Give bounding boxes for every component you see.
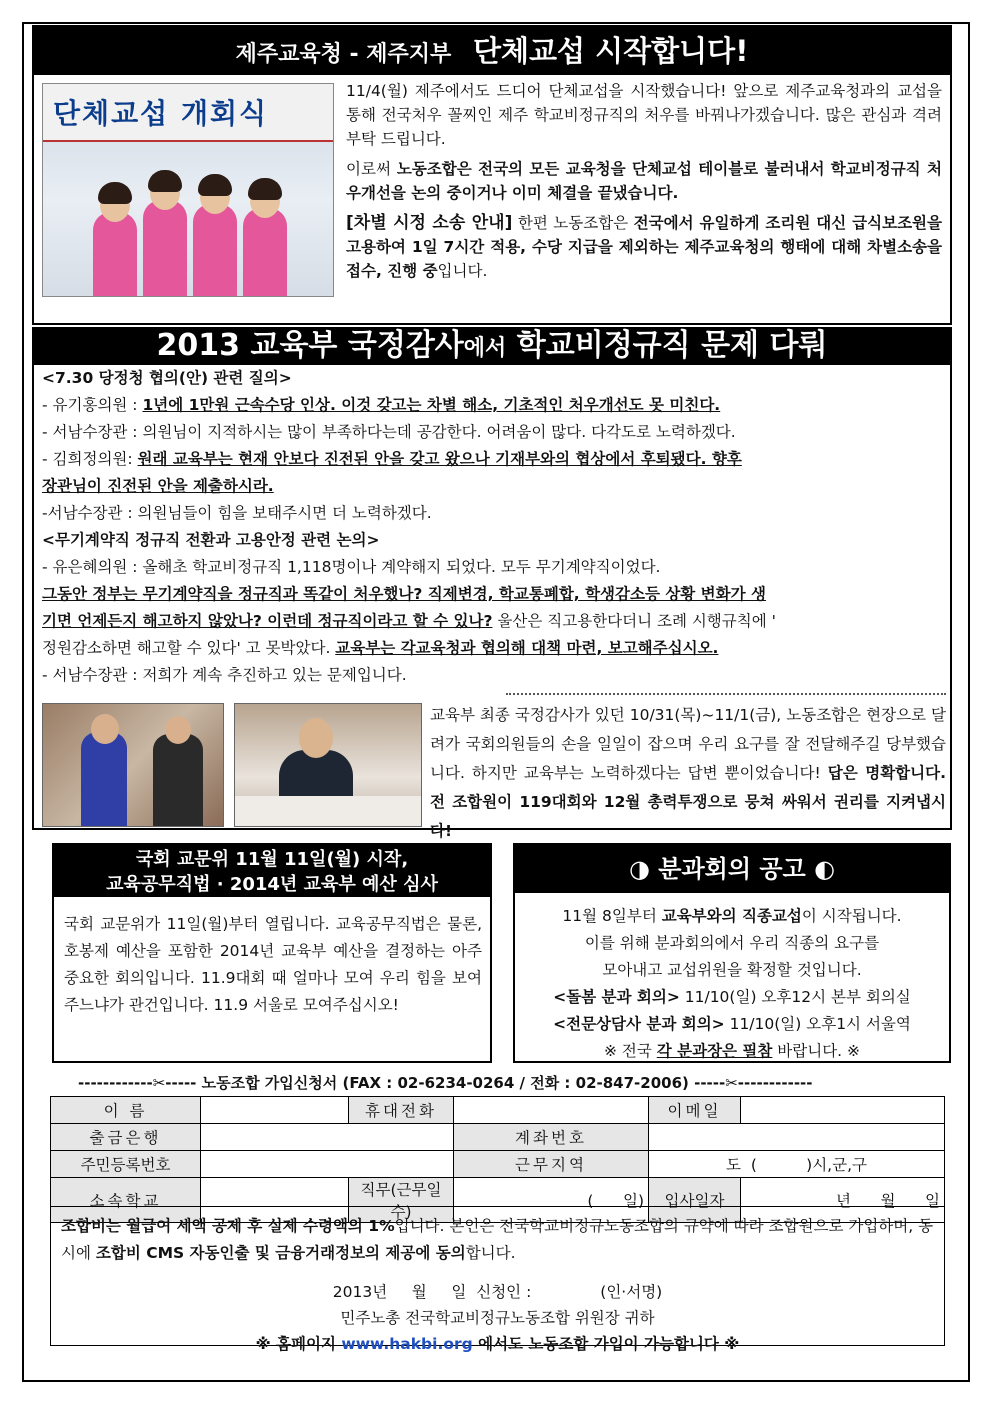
name-field[interactable] [201,1097,349,1124]
dotted-divider [506,693,946,695]
bank-field[interactable] [201,1124,454,1151]
label-rrn: 주민등록번호 [51,1151,201,1178]
section1-text [346,79,942,289]
addressee: 민주노총 전국학교비정규노동조합 위원장 귀하 [340,1309,655,1327]
quote-line: - 김희정의원: 원래 교육부는 현재 안보다 진전된 안을 갖고 왔으나 기재부와의 협상에서 후퇴됐다. 향후 [42,450,742,468]
hire-date-field[interactable]: 년 월 일 [741,1178,945,1223]
section-title-bar [34,27,950,75]
subheading: <무기계약직 정규직 전환과 고용안정 관련 논의> [42,531,380,549]
paragraph: 이로써 노동조합은 전국의 모든 교육청을 단체교섭 테이블로 불러내서 학교비정규직 처우개선을 논의 중이거나 이미 체결을 끝냈습니다. [346,160,942,202]
quote-line: - 유기홍의원 : 1년에 1만원 근속수당 인상. 이것 갖고는 차별 해소, 기초적인 처우개선도 못 미친다. [42,396,721,414]
quote-line: 정원감소하면 해고할 수 있다' 고 못박았다. 교육부는 각교육청과 협의해 대책 마련, 보고해주십시오. [42,639,719,657]
paragraph: 11/4(월) 제주에서도 드디어 단체교섭을 시작했습니다! 앞으로 제주교육청과의 교섭을 통해 전국처우 꼴찌인 제주 학교비정규직의 처우를 바꿔나가겠습니다. 많은 관심과 격려 부탁 드립니다. [346,82,942,148]
bargaining-ceremony-photo [42,83,334,297]
section-national-audit [32,365,952,840]
quote-line: - 유은혜의원 : 올해초 학교비정규직 1,118명이나 계약해지 되었다. 모두 무기계약직이었다. [42,558,661,576]
subcommittee-text: 11월 8일부터 교육부와의 직종교섭이 시작됩니다. 이를 위해 분과회의에서 우리 직종의 요구를 모아내고 교섭위원을 확정할 것입니다. <돌봄 분과 회의> 11/10(일) 오후12시 본부 회의실 <전문상담사 분과 회의> 11/10(일) 오후1시 서울역 ※ 전국 각 분과장은 필참 바랍니다. ※ [553,907,911,1060]
label-account: 계좌번호 [454,1124,649,1151]
assembly-title-bar: 국회 교문위 11월 11일(월) 시작, 교육공무직법 · 2014년 교육부 예산 심사 [54,845,490,897]
assembly-text: 국회 교문위가 11일(월)부터 열립니다. 교육공무직법은 물론, 호봉제 예산을 포함한 2014년 교육부 예산을 결정하는 아주 중요한 회의입니다. 11.9대회 때 얼마나 모여 우리 힘을 보여주느냐가 관건입니다. 11.9 서울로 모여주십시오! [64,915,482,1014]
quote-line: 장관님이 진전된 안을 제출하시라. [42,477,274,495]
discrimination-notice: [차별 시정 소송 안내] 한편 노동조합은 전국에서 유일하게 조리원 대신 급식보조원을 고용하여 1일 7시간 적용, 수당 지급을 제외하는 제주교육청의 행태에 대해 차별소송을 접수, 진행 중입니다. [346,213,942,280]
quote-line: 그동안 정부는 무기계약직을 정규직과 똑같이 처우했나? 직제변경, 학교통폐합, 학생감소등 상황 변화가 생 [42,585,766,603]
label-name: 이 름 [51,1097,201,1124]
quote-line: 기면 언제든지 해고하지 않았나? 이런데 정규직이라고 할 수 있나? 울산은 직고용한다더니 조례 시행규칙에 ' [42,612,776,630]
consent-text: 조합비는 월급여 세액 공제 후 실제 수령액의 1%입니다. 본인은 전국학교비정규노동조합의 규약에 따라 조합원으로 가입하며, 동시에 조합비 CMS 자동인출 및 금융거래정보의 제공에 동의합니다. [61,1217,934,1262]
title-main: 단체교섭 시작합니다! [472,34,749,68]
homepage-notice: ※ 홈페이지 www.hakbi.org 에서도 노동조합 가입이 가능합니다 ※ [255,1335,740,1353]
subcommittee-title-bar: ◑ 분과회의 공고 ◐ [515,845,949,893]
audit-summary: 교육부 최종 국정감사가 있던 10/31(목)~11/1(금), 노동조합은 현장으로 달려가 국회의원들의 손을 일일이 잡으며 우리 요구를 잘 전달해주길 당부했습니다. 하지만 교육부는 노력하겠다는 답변 뿐이었습니다! 답은 명확합니다. 전 조합원이 119대회와 12월 총력투쟁으로 뭉쳐 싸워서 권리를 지켜냅시다! [430,706,946,840]
duty-field[interactable]: ( 일) [454,1178,649,1223]
quote-line: - 서남수장관 : 저희가 계속 추진하고 있는 문제입니다. [42,666,407,684]
label-region: 근무지역 [454,1151,649,1178]
audit-title-bar: 2013 교육부 국정감사에서 학교비정규직 문제 다뤄 [32,327,952,365]
photo-banner: 단체교섭 개회식 [43,84,333,142]
section-jeju-bargaining [32,25,952,325]
label-bank: 출금은행 [51,1124,201,1151]
subcommittee-notice-box [513,843,951,1063]
label-duty: 직무(근무일수) [349,1178,454,1223]
title-prefix: 제주교육청 - 제주지부 [235,42,452,67]
consent-box [50,1206,945,1353]
email-field[interactable] [741,1097,945,1124]
audit-photo-minister [234,703,422,827]
homepage-link[interactable]: www.hakbi.org [341,1335,473,1353]
phone-field[interactable] [454,1097,649,1124]
assembly-notice-box [52,843,492,1063]
account-field[interactable] [649,1124,945,1151]
membership-form-table [50,1096,945,1223]
cut-line-form-title: ------------✂----- 노동조합 가입신청서 (FAX : 02-6234-0264 / 전화 : 02-847-2006) -----✂------------ [78,1074,813,1092]
label-email: 이메일 [649,1097,741,1124]
quote-line: -서남수장관 : 의원님들이 힘을 보태주시면 더 노력하겠다. [42,504,432,522]
label-school: 소속학교 [51,1178,201,1223]
region-field[interactable]: 도 ( )시,군,구 [649,1151,945,1178]
signature-line[interactable]: 2013년 월 일 신청인 : (인·서명) [332,1283,663,1301]
label-phone: 휴대전화 [349,1097,454,1124]
subheading: <7.30 당정청 협의(안) 관련 질의> [42,369,292,387]
label-hire-date: 입사일자 [649,1178,741,1223]
audit-photo-handshake [42,703,224,827]
quote-line: - 서남수장관 : 의원님이 지적하시는 많이 부족하다는데 공감한다. 어려움이 많다. 다각도로 노력하겠다. [42,423,736,441]
rrn-field[interactable] [201,1151,454,1178]
